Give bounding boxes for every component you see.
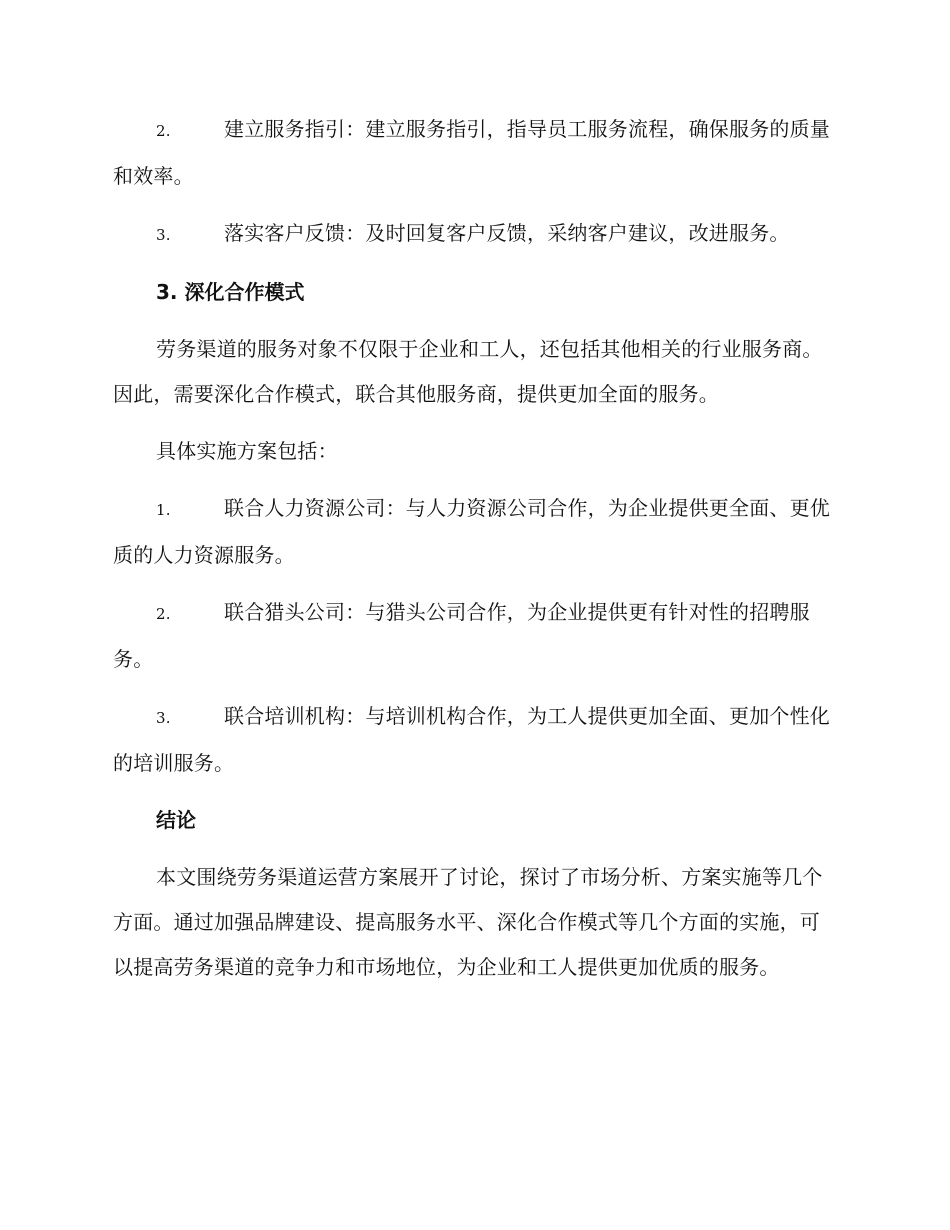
list-item-text: 建立服务指引：建立服务指引，指导员工服务流程，确保服务的质量和效率。 [113,117,830,188]
list-item-text: 联合猎头公司：与猎头公司合作，为企业提供更有针对性的招聘服务。 [113,600,810,671]
list-item [113,486,835,578]
list-item-number: 3. [156,226,171,244]
conclusion-heading: 结论 [156,808,196,832]
list-item [113,694,835,786]
list-item-number: 1. [156,501,171,519]
list-item [113,590,835,682]
list-item-text: 联合人力资源公司：与人力资源公司合作，为企业提供更全面、更优质的人力资源服务。 [113,496,830,567]
list-item-number: 2. [156,605,171,623]
list-item-text: 落实客户反馈：及时回复客户反馈，采纳客户建议，改进服务。 [224,221,790,245]
list-item-text: 联合培训机构：与培训机构合作，为工人提供更加全面、更加个性化的培训服务。 [113,704,830,775]
list-item [113,107,835,199]
document-body [113,107,835,1002]
body-paragraph: 劳务渠道的服务对象不仅限于企业和工人，还包括其他相关的行业服务商。因此，需要深化合作模式，联合其他服务商，提供更加全面的服务。 [113,337,823,406]
list-item [113,211,835,258]
section-heading: 3. 深化合作模式 [156,280,305,304]
list-item-number: 3. [156,709,171,727]
conclusion-paragraph: 本文围绕劳务渠道运营方案展开了讨论，探讨了市场分析、方案实施等几个方面。通过加强品牌建设、提高服务水平、深化合作模式等几个方面的实施，可以提高劳务渠道的竞争力和市场地位，为企业和工人提供更加优质的服务。 [113,865,823,979]
list-item-number: 2. [156,122,171,140]
plan-intro: 具体实施方案包括： [156,439,338,463]
